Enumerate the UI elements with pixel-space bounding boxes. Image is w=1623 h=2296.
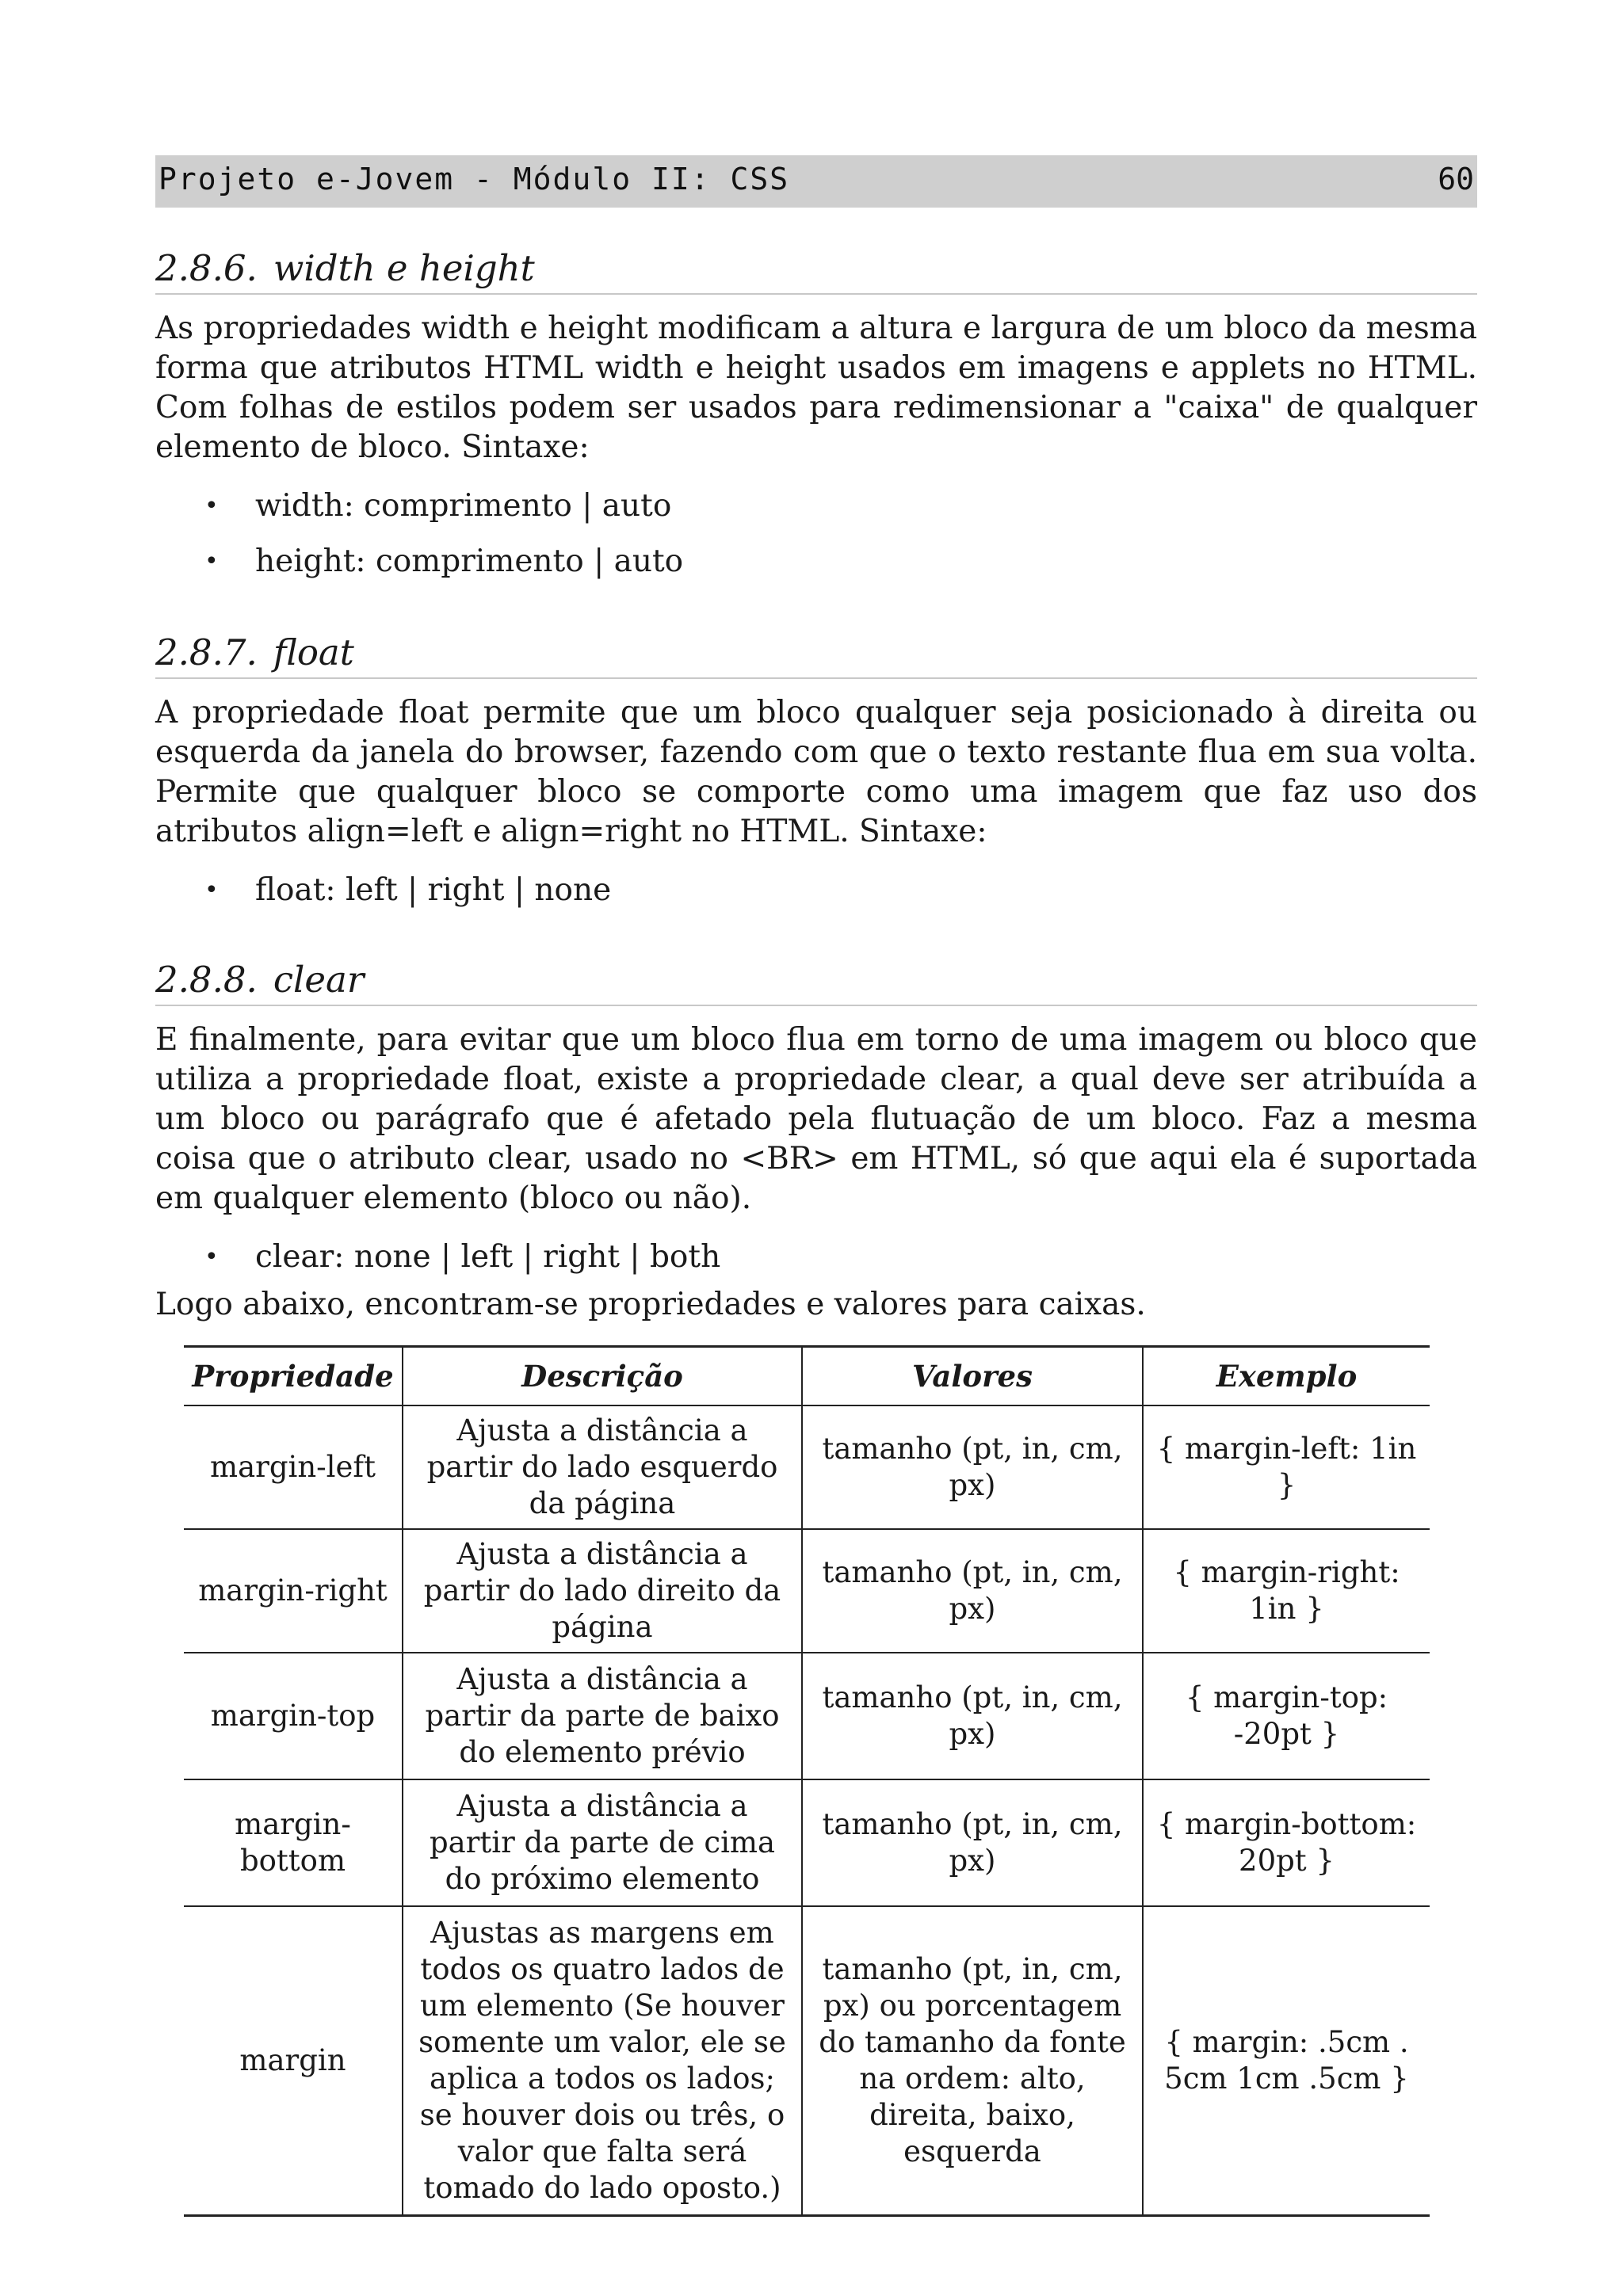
list-item: • clear: none | left | right | both xyxy=(155,1230,1477,1285)
list-item: • height: comprimento | auto xyxy=(155,534,1477,589)
table-cell: { margin-right: 1in } xyxy=(1143,1529,1430,1653)
table-cell: { margin-top: -20pt } xyxy=(1143,1653,1430,1779)
header-title: Projeto e-Jovem - Módulo II: CSS xyxy=(158,162,790,196)
column-header: Propriedade xyxy=(184,1347,403,1406)
section-paragraph: As propriedades width e height modificam a altura e largura de um bloco da mesma forma que atributos HTML width e height usados em imagens e applets no HTML. Com folhas de estilos podem ser usados para redimensionar a "caixa" de qualquer elemento de bloco. Sintaxe: xyxy=(155,311,1477,465)
table-row xyxy=(184,1653,1430,1779)
table-cell: margin-right xyxy=(184,1529,403,1653)
table-cell: { margin-left: 1in } xyxy=(1143,1405,1430,1529)
column-header: Valores xyxy=(802,1347,1143,1406)
table-cell: { margin: .5cm . 5cm 1cm .5cm } xyxy=(1143,1906,1430,2215)
table-cell: { margin-bottom: 20pt } xyxy=(1143,1779,1430,1906)
syntax-list xyxy=(155,863,1477,918)
section-title: float xyxy=(273,631,354,673)
section-title: clear xyxy=(273,959,365,1001)
syntax-list xyxy=(155,1230,1477,1285)
bullet-icon: • xyxy=(204,547,219,575)
section-float xyxy=(155,630,1477,918)
table-cell: tamanho (pt, in, cm, px) xyxy=(802,1529,1143,1653)
table-cell: margin-left xyxy=(184,1405,403,1529)
table-cell: margin-top xyxy=(184,1653,403,1779)
column-header: Descrição xyxy=(403,1347,802,1406)
table-row xyxy=(184,1405,1430,1529)
table-cell: tamanho (pt, in, cm, px) xyxy=(802,1653,1143,1779)
section-heading xyxy=(155,246,1477,295)
section-number: 2.8.6. xyxy=(155,247,258,289)
table-cell: Ajusta a distância a partir do lado direito da página xyxy=(403,1529,802,1653)
table-row xyxy=(184,1529,1430,1653)
page-header xyxy=(155,155,1477,208)
section-title: width e height xyxy=(273,247,535,289)
bullet-icon: • xyxy=(204,492,219,520)
table-cell: tamanho (pt, in, cm, px) xyxy=(802,1405,1143,1529)
section-number: 2.8.8. xyxy=(155,959,258,1001)
table-cell: tamanho (pt, in, cm, px) ou porcentagem do tamanho da fonte na ordem: alto, direita, baixo, esquerda xyxy=(802,1906,1143,2215)
intro-text: Logo abaixo, encontram-se propriedades e valores para caixas. xyxy=(155,1287,1146,1322)
section-heading xyxy=(155,630,1477,679)
page-number: 60 xyxy=(1438,162,1474,196)
table-cell: tamanho (pt, in, cm, px) xyxy=(802,1779,1143,1906)
bullet-icon: • xyxy=(204,1243,219,1271)
table-cell: Ajusta a distância a partir da parte de baixo do elemento prévio xyxy=(403,1653,802,1779)
properties-table xyxy=(184,1345,1430,2217)
list-item: • width: comprimento | auto xyxy=(155,479,1477,534)
table-cell: Ajusta a distância a partir do lado esquerdo da página xyxy=(403,1405,802,1529)
bullet-icon: • xyxy=(204,876,219,904)
section-paragraph: A propriedade float permite que um bloco qualquer seja posicionado à direita ou esquerda da janela do browser, fazendo com que o texto restante flua em sua volta. Permite que qualquer bloco se comporte como uma imagem que faz uso dos atributos align=left e align=right no HTML. Sintaxe: xyxy=(155,695,1477,849)
table-header-row xyxy=(184,1347,1430,1406)
table-cell: margin xyxy=(184,1906,403,2215)
section-paragraph: E finalmente, para evitar que um bloco flua em torno de uma imagem ou bloco que utiliza a propriedade float, existe a propriedade clear, a qual deve ser atribuída a um bloco ou parágrafo que é afetado pela flutuação de um bloco. Faz a mesma coisa que o atributo clear, usado no <BR> em HTML, só que aqui ela é suportada em qualquer elemento (bloco ou não). xyxy=(155,1022,1477,1216)
list-item: • float: left | right | none xyxy=(155,863,1477,918)
syntax-list xyxy=(155,479,1477,589)
section-width-height xyxy=(155,246,1477,589)
section-heading xyxy=(155,957,1477,1006)
column-header: Exemplo xyxy=(1143,1347,1430,1406)
table-cell: Ajusta a distância a partir da parte de cima do próximo elemento xyxy=(403,1779,802,1906)
table-cell: Ajustas as margens em todos os quatro lados de um elemento (Se houver somente um valor, ele se aplica a todos os lados; se houver dois ou três, o valor que falta será tomado do lado oposto.) xyxy=(403,1906,802,2215)
table-cell: margin-bottom xyxy=(184,1779,403,1906)
section-number: 2.8.7. xyxy=(155,631,258,673)
table-row xyxy=(184,1906,1430,2215)
table-row xyxy=(184,1779,1430,1906)
section-clear xyxy=(155,957,1477,1325)
